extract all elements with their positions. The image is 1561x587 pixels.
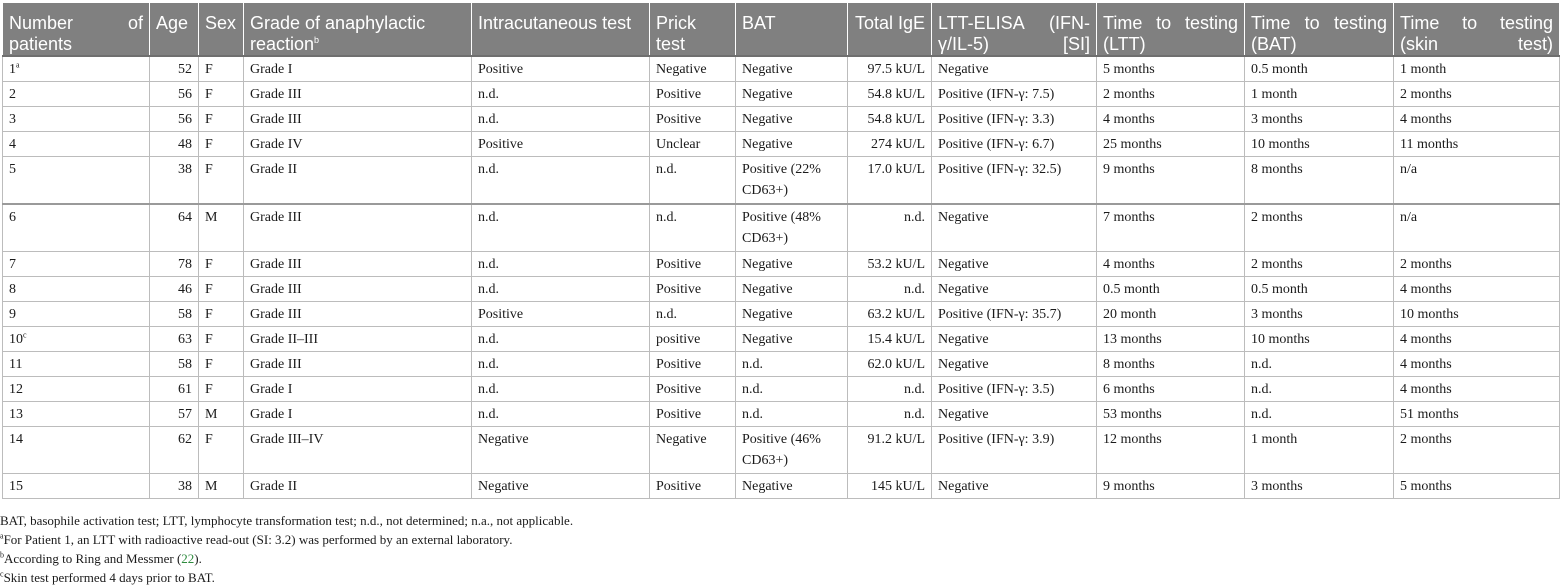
cell-grade: Grade I [244,377,472,402]
cell-age: 58 [150,352,199,377]
header-age: Age [150,3,199,57]
cell-age: 63 [150,327,199,352]
cell-bat: Negative [736,327,848,352]
cell-sex: F [199,157,244,205]
table-row [3,82,1560,107]
cell-prick: Unclear [650,132,736,157]
header-time-ltt: Time to testing (LTT) [1097,3,1245,57]
cell-ige: 63.2 kU/L [848,302,932,327]
cell-time-bat: n.d. [1245,377,1394,402]
cell-prick: Positive [650,277,736,302]
cell-ltt: Positive (IFN-γ: 3.9) [932,427,1097,474]
header-ltt: LTT-ELISA (IFN-γ/IL-5) [SI] [932,3,1097,57]
cell-intracutaneous: Positive [472,302,650,327]
cell-time-ltt: 7 months [1097,204,1245,252]
cell-time-ltt: 4 months [1097,252,1245,277]
cell-time-ltt: 8 months [1097,352,1245,377]
cell-time-bat: 2 months [1245,204,1394,252]
cell-time-ltt: 12 months [1097,427,1245,474]
cell-sex: F [199,132,244,157]
cell-age: 62 [150,427,199,474]
cell-patient: 6 [3,204,150,252]
cell-prick: positive [650,327,736,352]
cell-ltt: Positive (IFN-γ: 3.5) [932,377,1097,402]
cell-sex: M [199,204,244,252]
cell-time-ltt: 6 months [1097,377,1245,402]
cell-time-bat: 1 month [1245,82,1394,107]
cell-bat: n.d. [736,377,848,402]
cell-intracutaneous: Positive [472,132,650,157]
cell-prick: n.d. [650,204,736,252]
cell-ltt: Negative [932,474,1097,499]
footnote-b: $^b$According to Ring and Messmer (22). [0,550,202,566]
cell-time-bat: n.d. [1245,352,1394,377]
cell-prick: n.d. [650,157,736,205]
cell-time-ltt: 5 months [1097,56,1245,82]
table-row [3,474,1560,499]
header-grade [244,3,472,57]
cell-time-skin: 1 month [1394,56,1560,82]
cell-sex: F [199,252,244,277]
cell-ige: 17.0 kU/L [848,157,932,205]
cell-time-ltt: 13 months [1097,327,1245,352]
cell-ltt: Negative [932,204,1097,252]
reference-link[interactable]: 22 [181,551,195,566]
cell-time-bat: 3 months [1245,474,1394,499]
cell-bat: Negative [736,302,848,327]
cell-intracutaneous: Positive [472,56,650,82]
cell-age: 48 [150,132,199,157]
cell-ige: 274 kU/L [848,132,932,157]
cell-ltt: Positive (IFN-γ: 7.5) [932,82,1097,107]
cell-age: 56 [150,107,199,132]
table-row [3,107,1560,132]
header-grade-label: Grade of anaphylactic reaction [250,13,426,54]
header-prick: Prick test [650,3,736,57]
cell-grade: Grade III [244,107,472,132]
cell-time-ltt: 2 months [1097,82,1245,107]
table-row [3,327,1560,352]
cell-ige: 62.0 kU/L [848,352,932,377]
cell-time-skin: 4 months [1394,107,1560,132]
cell-ltt: Negative [932,327,1097,352]
cell-time-skin: 10 months [1394,302,1560,327]
cell-patient: 1$^a$ [3,56,150,82]
footnote-a: $^a$For Patient 1, an LTT with radioactive read-out (SI: 3.2) was performed by an external laboratory. [0,531,513,547]
cell-sex: F [199,377,244,402]
cell-ige: n.d. [848,402,932,427]
cell-time-ltt: 25 months [1097,132,1245,157]
cell-time-bat: 10 months [1245,327,1394,352]
cell-age: 38 [150,157,199,205]
cell-grade: Grade III [244,82,472,107]
cell-patient: 14 [3,427,150,474]
table-row [3,157,1560,205]
cell-sex: F [199,302,244,327]
cell-ige: 54.8 kU/L [848,82,932,107]
cell-patient: 3 [3,107,150,132]
cell-patient: 9 [3,302,150,327]
cell-bat: Negative [736,474,848,499]
cell-grade: Grade III [244,204,472,252]
cell-patient: 10$^c$ [3,327,150,352]
cell-age: 64 [150,204,199,252]
header-ige: Total IgE [848,3,932,57]
cell-age: 61 [150,377,199,402]
cell-time-skin: 2 months [1394,427,1560,474]
cell-time-ltt: 9 months [1097,157,1245,205]
cell-time-skin: 5 months [1394,474,1560,499]
header-time-skin: Time to testing (skin test) [1394,3,1560,57]
cell-time-skin: 4 months [1394,327,1560,352]
table-row [3,56,1560,82]
cell-sex: F [199,277,244,302]
header-bat: BAT [736,3,848,57]
cell-ige: n.d. [848,277,932,302]
cell-ltt: Negative [932,252,1097,277]
cell-prick: Positive [650,402,736,427]
cell-grade: Grade I [244,402,472,427]
cell-age: 38 [150,474,199,499]
table-row [3,427,1560,474]
cell-patient: 12 [3,377,150,402]
cell-ltt: Negative [932,352,1097,377]
cell-grade: Grade III [244,277,472,302]
cell-prick: Negative [650,56,736,82]
cell-time-ltt: 53 months [1097,402,1245,427]
cell-patient: 4 [3,132,150,157]
cell-intracutaneous: n.d. [472,327,650,352]
cell-sex: F [199,427,244,474]
cell-time-ltt: 0.5 month [1097,277,1245,302]
cell-ige: 53.2 kU/L [848,252,932,277]
cell-sex: F [199,107,244,132]
cell-patient: 2 [3,82,150,107]
cell-time-bat: 8 months [1245,157,1394,205]
cell-patient: 11 [3,352,150,377]
header-sex: Sex [199,3,244,57]
cell-time-ltt: 20 month [1097,302,1245,327]
cell-time-skin: 2 months [1394,82,1560,107]
cell-time-bat: 2 months [1245,252,1394,277]
cell-bat: n.d. [736,402,848,427]
header-time-bat: Time to testing (BAT) [1245,3,1394,57]
table-row [3,132,1560,157]
header-row [3,3,1560,57]
cell-ige: 145 kU/L [848,474,932,499]
cell-bat: Negative [736,56,848,82]
cell-age: 56 [150,82,199,107]
cell-time-skin: 2 months [1394,252,1560,277]
cell-age: 78 [150,252,199,277]
cell-intracutaneous: n.d. [472,204,650,252]
cell-grade: Grade III [244,302,472,327]
cell-age: 58 [150,302,199,327]
cell-sex: F [199,352,244,377]
cell-time-bat: 3 months [1245,107,1394,132]
cell-time-skin: 4 months [1394,277,1560,302]
cell-patient: 7 [3,252,150,277]
cell-time-bat: n.d. [1245,402,1394,427]
table-footnotes [0,511,573,587]
cell-sex: F [199,56,244,82]
cell-prick: Positive [650,252,736,277]
cell-ltt: Positive (IFN-γ: 6.7) [932,132,1097,157]
cell-grade: Grade II–III [244,327,472,352]
cell-patient: 8 [3,277,150,302]
cell-ige: 54.8 kU/L [848,107,932,132]
cell-intracutaneous: n.d. [472,377,650,402]
cell-time-skin: n/a [1394,157,1560,205]
cell-grade: Grade II [244,157,472,205]
cell-age: 57 [150,402,199,427]
cell-intracutaneous: n.d. [472,277,650,302]
cell-intracutaneous: n.d. [472,252,650,277]
cell-patient: 15 [3,474,150,499]
patient-table [2,2,1560,499]
cell-time-ltt: 9 months [1097,474,1245,499]
cell-prick: Positive [650,82,736,107]
cell-time-ltt: 4 months [1097,107,1245,132]
cell-ltt: Positive (IFN-γ: 3.3) [932,107,1097,132]
cell-time-bat: 0.5 month [1245,277,1394,302]
cell-time-bat: 10 months [1245,132,1394,157]
table-row [3,302,1560,327]
cell-bat: Negative [736,277,848,302]
cell-intracutaneous: n.d. [472,402,650,427]
cell-time-bat: 1 month [1245,427,1394,474]
cell-time-skin: n/a [1394,204,1560,252]
cell-bat: Negative [736,252,848,277]
cell-prick: Positive [650,352,736,377]
cell-prick: Positive [650,377,736,402]
cell-ltt: Positive (IFN-γ: 35.7) [932,302,1097,327]
cell-ige: n.d. [848,204,932,252]
table-row [3,277,1560,302]
cell-ige: n.d. [848,377,932,402]
cell-time-skin: 11 months [1394,132,1560,157]
cell-age: 52 [150,56,199,82]
header-grade-footnote-mark: b [314,35,320,45]
cell-bat: Negative [736,132,848,157]
cell-ltt: Negative [932,277,1097,302]
cell-grade: Grade III–IV [244,427,472,474]
cell-grade: Grade III [244,252,472,277]
cell-bat: Positive (22% CD63+) [736,157,848,205]
table-row [3,204,1560,252]
cell-intracutaneous: n.d. [472,157,650,205]
cell-grade: Grade IV [244,132,472,157]
cell-sex: M [199,474,244,499]
cell-intracutaneous: n.d. [472,352,650,377]
cell-intracutaneous: Negative [472,427,650,474]
header-intracutaneous: Intracutaneous test [472,3,650,57]
cell-prick: Positive [650,474,736,499]
cell-bat: Negative [736,107,848,132]
cell-bat: Positive (48% CD63+) [736,204,848,252]
footnote-c: $^c$Skin test performed 4 days prior to BAT. [0,569,215,585]
cell-bat: Negative [736,82,848,107]
cell-grade: Grade III [244,352,472,377]
cell-time-skin: 51 months [1394,402,1560,427]
cell-ige: 97.5 kU/L [848,56,932,82]
cell-sex: F [199,327,244,352]
cell-ltt: Negative [932,402,1097,427]
cell-intracutaneous: n.d. [472,82,650,107]
cell-ltt: Positive (IFN-γ: 32.5) [932,157,1097,205]
cell-ltt: Negative [932,56,1097,82]
cell-ige: 15.4 kU/L [848,327,932,352]
cell-time-bat: 0.5 month [1245,56,1394,82]
cell-prick: n.d. [650,302,736,327]
cell-patient: 5 [3,157,150,205]
table-row [3,352,1560,377]
cell-age: 46 [150,277,199,302]
table-row [3,252,1560,277]
cell-time-skin: 4 months [1394,352,1560,377]
cell-prick: Negative [650,427,736,474]
cell-time-skin: 4 months [1394,377,1560,402]
cell-bat: Positive (46% CD63+) [736,427,848,474]
cell-grade: Grade I [244,56,472,82]
cell-time-bat: 3 months [1245,302,1394,327]
cell-intracutaneous: n.d. [472,107,650,132]
cell-prick: Positive [650,107,736,132]
cell-intracutaneous: Negative [472,474,650,499]
cell-patient: 13 [3,402,150,427]
cell-sex: F [199,82,244,107]
table-row [3,402,1560,427]
cell-bat: n.d. [736,352,848,377]
table-row [3,377,1560,402]
cell-ige: 91.2 kU/L [848,427,932,474]
header-patients: Number of patients [3,3,150,57]
footnote-abbreviations: BAT, basophile activation test; LTT, lymphocyte transformation test; n.d., not determined; n.a., not applicable. [0,513,574,528]
cell-grade: Grade II [244,474,472,499]
cell-sex: M [199,402,244,427]
